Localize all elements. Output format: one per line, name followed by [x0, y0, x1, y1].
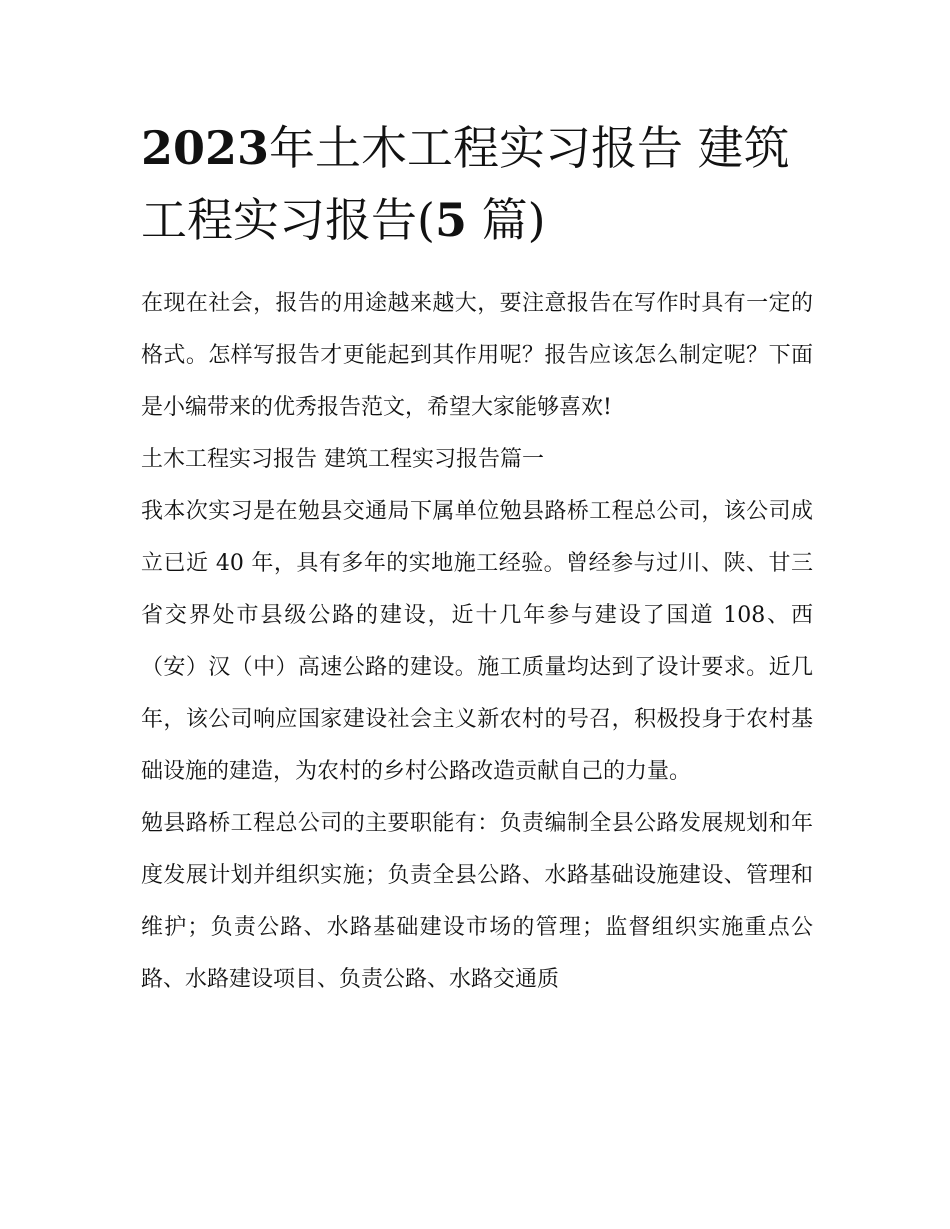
title-year: 2023: [141, 121, 270, 175]
body-paragraph-1: 我本次实习是在勉县交通局下属单位勉县路桥工程总公司，该公司成立已近 40 年，具有多年的实地施工经验。曾经参与过川、陕、甘三省交界处市县级公路的建设，近十几年参与建设了国道 108、西（安）汉（中）高速公路的建设。施工质量均达到了设计要求。近几年，该公司响应国家建设社会主义新农村的号召，积极投身于农村基础设施的建造，为农村的乡村公路改造贡献自己的力量。: [141, 499, 813, 784]
body-paragraph-2: 勉县路桥工程总公司的主要职能有：负责编制全县公路发展规划和年度发展计划并组织实施；负责全县公路、水路基础设施建设、管理和维护；负责公路、水路基础建设市场的管理；监督组织实施重点公路、水路建设项目、负责公路、水路交通质: [141, 811, 813, 992]
title-count: 5: [434, 193, 467, 247]
title-text: 年土木工程实习报告 建筑工程实习报告(: [141, 121, 790, 247]
document-body: [141, 278, 813, 1006]
section-heading: 土木工程实习报告 建筑工程实习报告篇一: [141, 447, 544, 472]
document-content: [141, 112, 813, 1006]
document-title: [141, 112, 813, 256]
intro-paragraph: 在现在社会，报告的用途越来越大，要注意报告在写作时具有一定的格式。怎样写报告才更能起到其作用呢？报告应该怎么制定呢？下面是小编带来的优秀报告范文，希望大家能够喜欢!: [141, 291, 813, 420]
title-suffix: 篇): [466, 193, 546, 247]
